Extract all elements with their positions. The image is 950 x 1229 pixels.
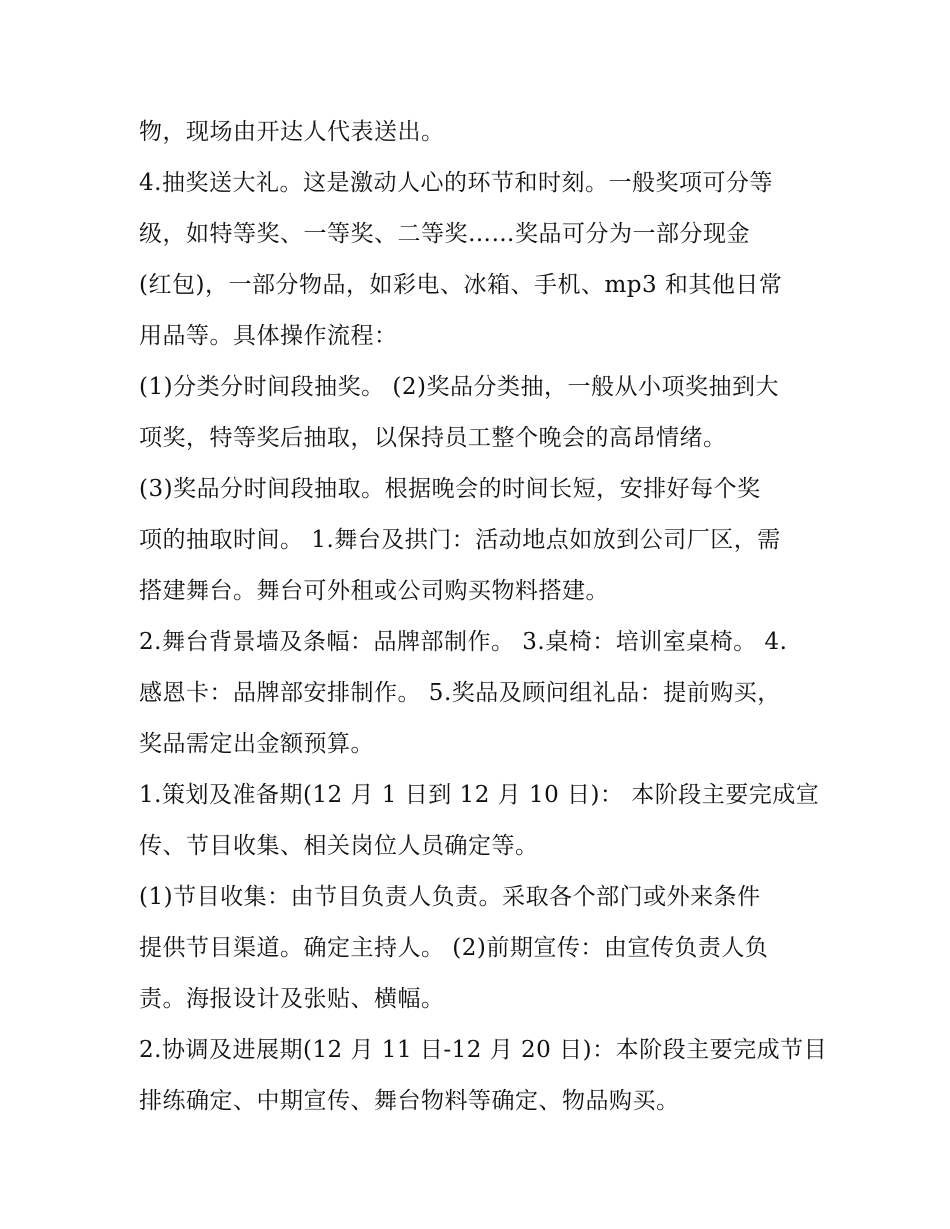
text-line: (红包)，一部分物品，如彩电、冰箱、手机、mp3 和其他日常 (139, 272, 783, 298)
text-line: 排练确定、中期宣传、舞台物料等确定、物品购买。 (139, 1088, 680, 1114)
text-line: (1)节目收集：由节目负责人负责。采取各个部门或外来条件 (139, 884, 761, 910)
text-line: 责。海报设计及张贴、横幅。 (139, 986, 445, 1012)
text-line: 级，如特等奖、一等奖、二等奖……奖品可分为一部分现金 (139, 221, 750, 247)
text-line: (1)分类分时间段抽奖。 (2)奖品分类抽，一般从小项奖抽到大 (139, 374, 779, 400)
text-line: (3)奖品分时间段抽取。根据晚会的时间长短，安排好每个奖 (139, 476, 761, 502)
text-line: 项的抽取时间。 1.舞台及拱门：活动地点如放到公司厂区，需 (139, 527, 781, 553)
text-line: 搭建舞台。舞台可外租或公司购买物料搭建。 (139, 578, 609, 604)
text-line: 项奖，特等奖后抽取，以保持员工整个晚会的高昂情绪。 (139, 425, 727, 451)
text-line: 传、节目收集、相关岗位人员确定等。 (139, 833, 539, 859)
text-line: 感恩卡：品牌部安排制作。 5.奖品及顾问组礼品：提前购买， (139, 680, 781, 706)
text-line: 提供节目渠道。确定主持人。 (2)前期宣传：由宣传负责人负 (139, 935, 769, 961)
text-line: 2.舞台背景墙及条幅：品牌部制作。 3.桌椅：培训室桌椅。 4. (139, 629, 788, 655)
text-line: 用品等。具体操作流程： (139, 323, 398, 349)
text-line: 1.策划及准备期(12 月 1 日到 12 月 10 日)： 本阶段主要完成宣 (139, 782, 820, 808)
text-line: 物，现场由开达人代表送出。 (139, 119, 445, 145)
text-line: 2.协调及进展期(12 月 11 日-12 月 20 日)：本阶段主要完成节目 (139, 1037, 828, 1063)
text-line: 4.抽奖送大礼。这是激动人心的环节和时刻。一般奖项可分等 (139, 170, 773, 196)
document-body (139, 107, 828, 1127)
text-line: 奖品需定出金额预算。 (139, 731, 374, 757)
